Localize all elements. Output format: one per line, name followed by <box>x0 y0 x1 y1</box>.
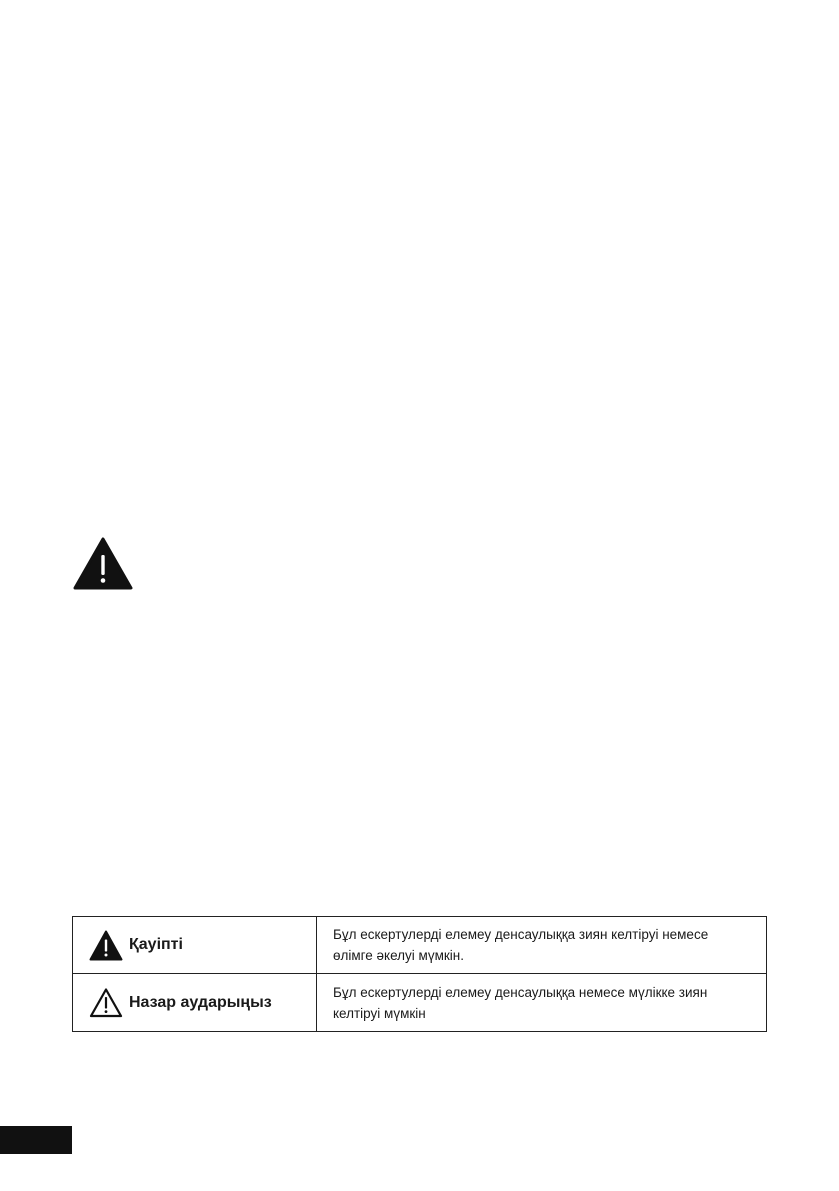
warning-triangle-icon <box>73 537 133 591</box>
legend-desc-cell-caution <box>317 974 766 1031</box>
legend-label-cell-danger <box>73 917 317 974</box>
page-marker-tab <box>0 1126 72 1154</box>
safety-legend-table <box>72 916 767 1032</box>
warning-triangle-filled-icon <box>89 930 123 961</box>
legend-desc-cell-danger <box>317 917 766 974</box>
warning-triangle-outline-icon <box>89 987 123 1018</box>
legend-label-danger: Қауіпті <box>129 936 183 953</box>
legend-description-danger: Бұл ескертулерді елемеу денсаулыққа зиян келтіруі немесе өлімге әкелуі мүмкін. <box>333 927 709 963</box>
legend-label-caution: Назар аударыңыз <box>129 993 272 1011</box>
legend-label-cell-caution <box>73 974 317 1031</box>
legend-description-caution: Бұл ескертулерді елемеу денсаулыққа немесе мүлікке зиян келтіруі мүмкін <box>333 984 708 1021</box>
